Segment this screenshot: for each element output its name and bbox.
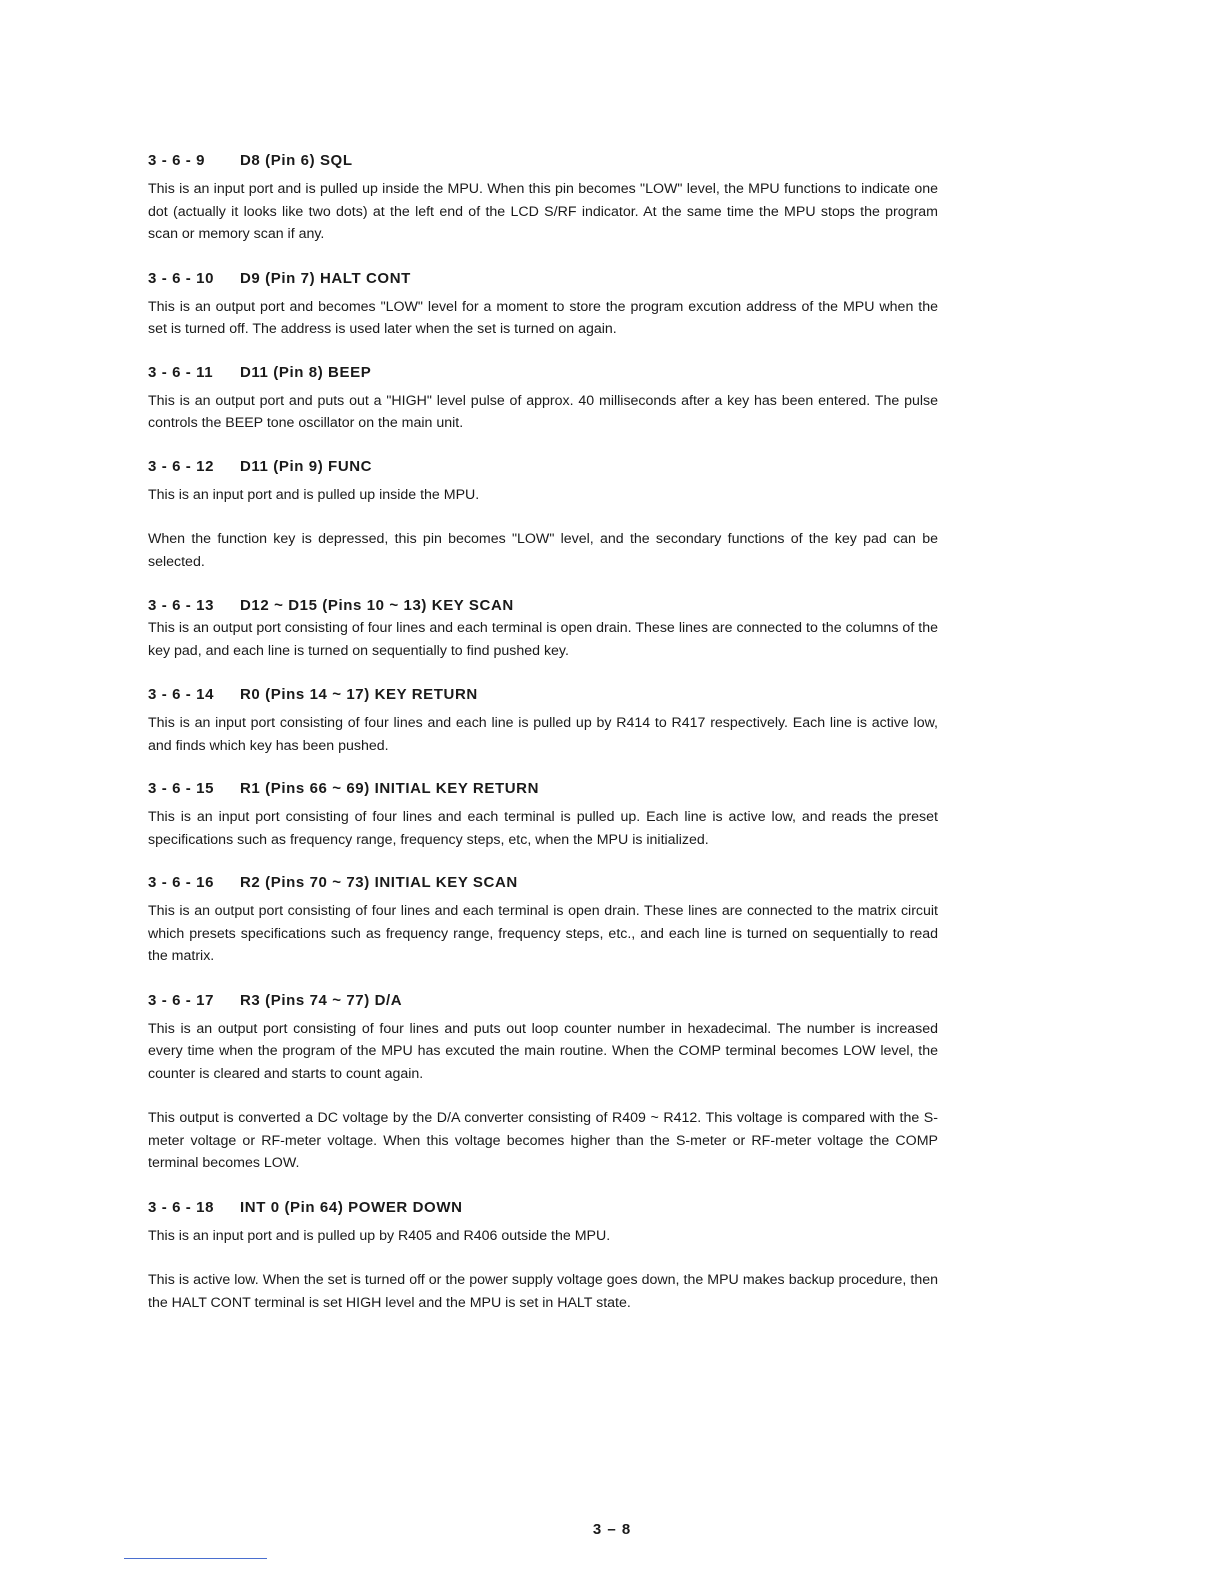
paragraph: When the function key is depressed, this pin becomes "LOW" level, and the secondary functions of the key pad can be selected.	[148, 531, 938, 570]
section-3-6-16	[148, 872, 938, 968]
section-3-6-11	[148, 362, 938, 435]
section-title: D8 (Pin 6) SQL	[240, 152, 353, 169]
section-title: R0 (Pins 14 ~ 17) KEY RETURN	[240, 686, 478, 703]
section-heading	[148, 595, 938, 617]
footer-rule	[124, 1558, 267, 1559]
section-3-6-17	[148, 990, 938, 1175]
section-number: 3 - 6 - 12	[148, 457, 215, 475]
section-3-6-10	[148, 268, 938, 341]
section-title: R2 (Pins 70 ~ 73) INITIAL KEY SCAN	[240, 874, 518, 891]
section-3-6-9	[148, 150, 938, 246]
section-3-6-18	[148, 1197, 938, 1315]
section-title: INT 0 (Pin 64) POWER DOWN	[240, 1198, 463, 1216]
section-title: D12 ~ D15 (Pins 10 ~ 13) KEY SCAN	[240, 597, 514, 614]
section-title: R1 (Pins 66 ~ 69) INITIAL KEY RETURN	[240, 780, 540, 797]
paragraph: This is an input port and is pulled up by R405 and R406 outside the MPU.	[148, 1227, 611, 1244]
paragraph: This output is converted a DC voltage by the D/A converter consisting of R409 ~ R412. This voltage is compared with the S-meter voltage or RF-meter voltage. When this voltage becomes higher than the S-meter or RF-meter voltage the COMP terminal becomes LOW.	[148, 1110, 938, 1171]
section-heading	[148, 150, 938, 172]
section-3-6-14	[148, 684, 938, 757]
paragraph: This is an input port and is pulled up inside the MPU.	[148, 486, 480, 503]
section-3-6-12	[148, 456, 938, 574]
paragraph: This is an input port and is pulled up inside the MPU. When this pin becomes "LOW" level, the MPU functions to indicate one dot (actually it looks like two dots) at the left end of the LCD S/RF indicator. At the same time the MPU stops the program scan or memory scan if any.	[148, 181, 938, 242]
section-heading	[148, 990, 938, 1012]
section-number: 3 - 6 - 17	[148, 991, 215, 1009]
section-3-6-15	[148, 778, 938, 851]
paragraph: This is an input port consisting of four lines and each terminal is pulled up. Each line is active low, and reads the preset specifications such as frequency range, frequency steps, etc, when the MPU is initialized.	[148, 809, 938, 848]
section-heading	[148, 456, 938, 478]
section-heading	[148, 1197, 938, 1219]
section-title: D9 (Pin 7) HALT CONT	[240, 269, 411, 287]
section-number: 3 - 6 - 13	[148, 597, 215, 614]
section-heading	[148, 362, 938, 384]
section-heading	[148, 684, 938, 706]
section-number: 3 - 6 - 16	[148, 874, 215, 891]
paragraph: This is active low. When the set is turned off or the power supply voltage goes down, the MPU makes backup procedure, then the HALT CONT terminal is set HIGH level and the MPU is set in HALT state.	[148, 1272, 938, 1311]
paragraph: This is an output port and becomes "LOW" level for a moment to store the program excution address of the MPU when the set is turned off. The address is used later when the set is turned on again.	[148, 298, 938, 337]
section-heading	[148, 268, 938, 290]
section-title: D11 (Pin 9) FUNC	[240, 457, 373, 475]
paragraph: This is an output port consisting of four lines and each terminal is open drain. These lines are connected to the matrix circuit which presets specifications such as frequency range, frequency steps, etc., and each line is turned on sequentially to read the matrix.	[148, 903, 938, 964]
section-number: 3 - 6 - 14	[148, 686, 215, 703]
section-heading	[148, 872, 938, 894]
section-3-6-13	[148, 595, 938, 662]
paragraph: This is an input port consisting of four lines and each line is pulled up by R414 to R417 respectively. Each line is active low, and finds which key has been pushed.	[148, 715, 938, 754]
section-number: 3 - 6 - 10	[148, 269, 215, 287]
section-number: 3 - 6 - 15	[148, 780, 215, 797]
page-number: 3 – 8	[592, 1521, 632, 1538]
paragraph: This is an output port consisting of four lines and each terminal is open drain. These lines are connected to the columns of the key pad, and each line is turned on sequentially to find pushed key.	[148, 620, 938, 659]
section-number: 3 - 6 - 9	[148, 152, 206, 169]
section-heading	[148, 778, 938, 800]
section-title: D11 (Pin 8) BEEP	[240, 363, 372, 381]
section-number: 3 - 6 - 18	[148, 1198, 215, 1216]
section-title: R3 (Pins 74 ~ 77) D/A	[240, 991, 403, 1009]
section-number: 3 - 6 - 11	[148, 363, 214, 381]
paragraph: This is an output port and puts out a "HIGH" level pulse of approx. 40 milliseconds after a key has been entered. The pulse controls the BEEP tone oscillator on the main unit.	[148, 392, 938, 431]
document-body	[148, 150, 938, 1314]
paragraph: This is an output port consisting of four lines and puts out loop counter number in hexadecimal. The number is increased every time when the program of the MPU has excuted the main routine. When the COMP terminal becomes LOW level, the counter is cleared and starts to count again.	[148, 1020, 938, 1082]
